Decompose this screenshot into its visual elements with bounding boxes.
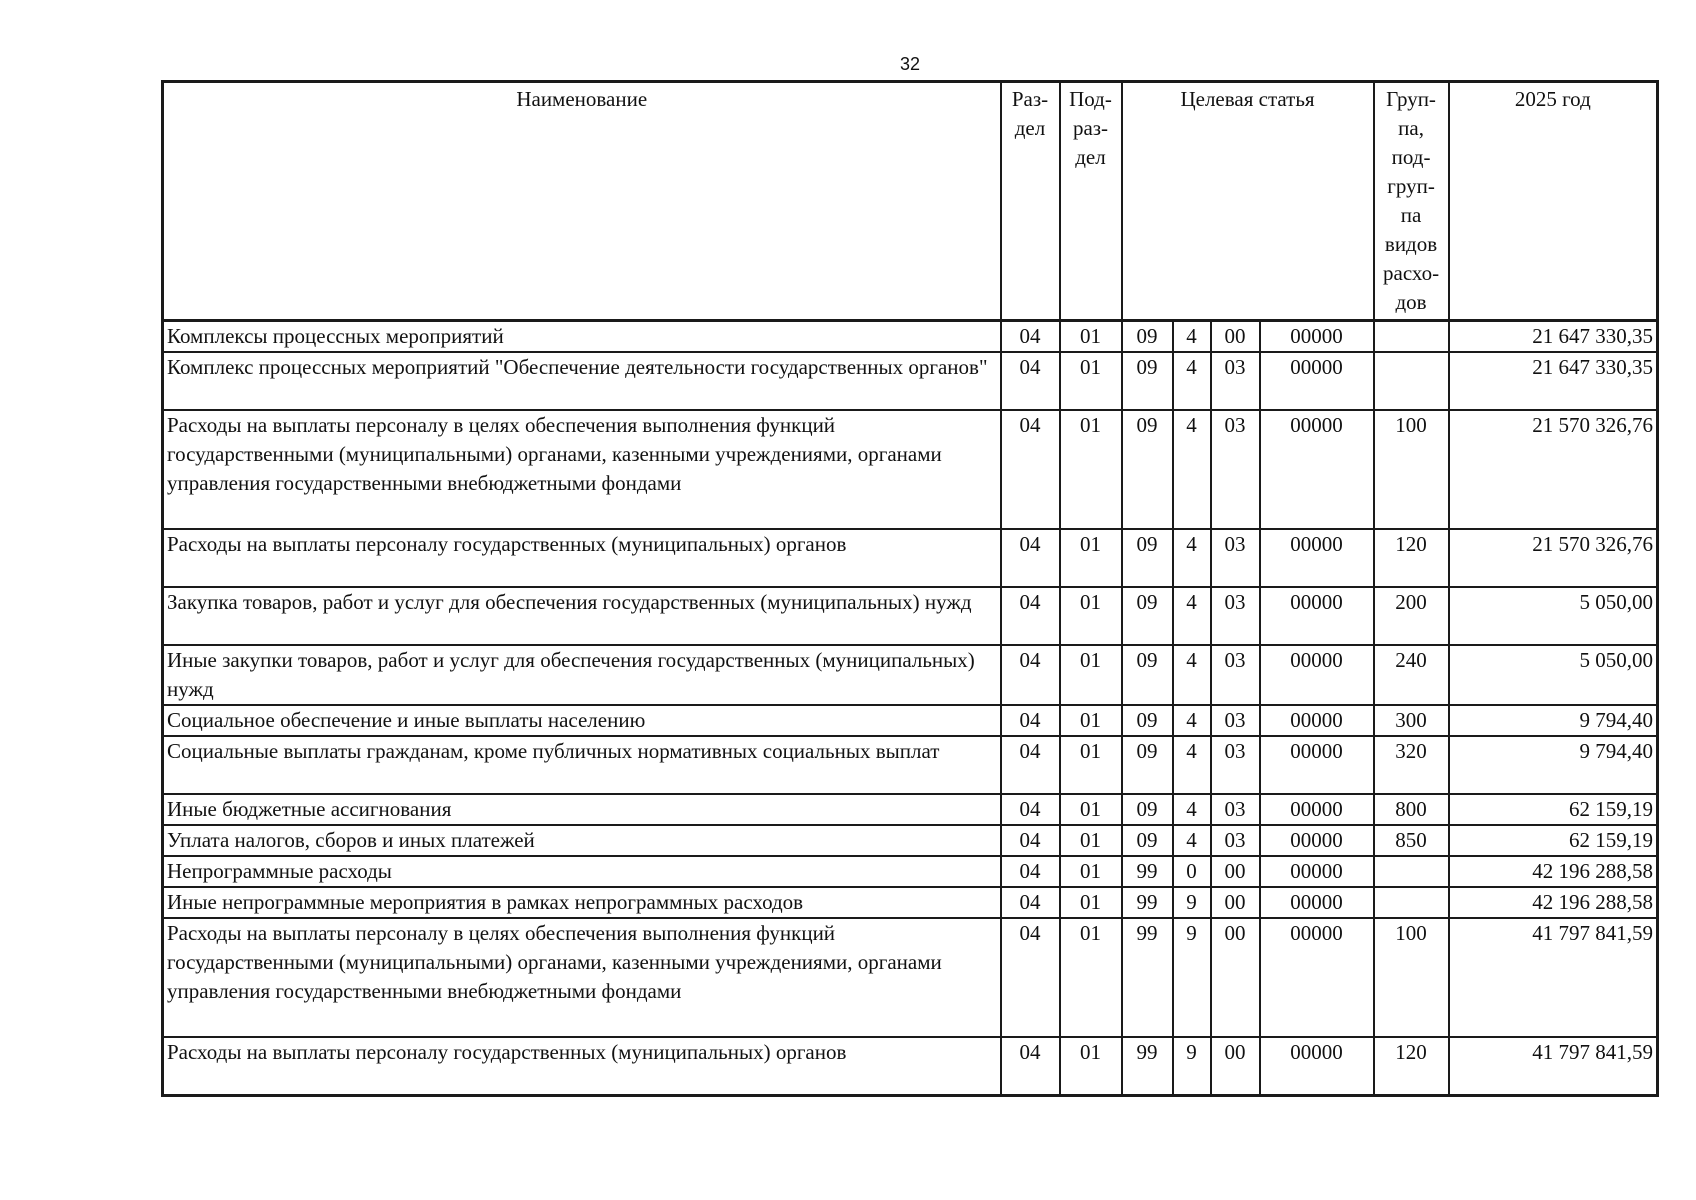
- cell-section: 04: [1001, 410, 1060, 529]
- cell-target-direction: 03: [1211, 736, 1260, 794]
- cell-target-code: 00000: [1260, 645, 1374, 705]
- cell-expense-group: 200: [1374, 587, 1449, 645]
- cell-name: Непрограммные расходы: [163, 856, 1001, 887]
- cell-amount: 21 570 326,76: [1449, 410, 1658, 529]
- cell-section: 04: [1001, 918, 1060, 1037]
- cell-target-type: 4: [1173, 587, 1211, 645]
- cell-expense-group: 120: [1374, 1037, 1449, 1095]
- cell-expense-group: 100: [1374, 918, 1449, 1037]
- table-row: [163, 1037, 1658, 1095]
- cell-name: Комплексы процессных мероприятий: [163, 321, 1001, 353]
- cell-amount: 9 794,40: [1449, 705, 1658, 736]
- header-expense-group: Груп- па, под- груп- па видов расхо- дов: [1374, 82, 1449, 321]
- cell-name: Иные непрограммные мероприятия в рамках непрограммных расходов: [163, 887, 1001, 918]
- cell-target-type: 9: [1173, 887, 1211, 918]
- cell-section: 04: [1001, 587, 1060, 645]
- cell-subsection: 01: [1060, 794, 1122, 825]
- cell-expense-group: 850: [1374, 825, 1449, 856]
- cell-subsection: 01: [1060, 825, 1122, 856]
- cell-target-code: 00000: [1260, 794, 1374, 825]
- cell-name: Комплекс процессных мероприятий "Обеспечение деятельности государственных органов": [163, 352, 1001, 410]
- cell-target-direction: 03: [1211, 794, 1260, 825]
- cell-subsection: 01: [1060, 856, 1122, 887]
- cell-target-program: 09: [1122, 410, 1173, 529]
- cell-target-type: 4: [1173, 352, 1211, 410]
- cell-target-type: 4: [1173, 410, 1211, 529]
- cell-section: 04: [1001, 825, 1060, 856]
- cell-target-program: 09: [1122, 645, 1173, 705]
- table-row: [163, 352, 1658, 410]
- page-number: 32: [899, 54, 921, 74]
- cell-expense-group: [1374, 856, 1449, 887]
- cell-name: Иные закупки товаров, работ и услуг для обеспечения государственных (муниципальных) нужд: [163, 645, 1001, 705]
- table-row: [163, 736, 1658, 794]
- cell-target-direction: 00: [1211, 918, 1260, 1037]
- cell-target-direction: 03: [1211, 410, 1260, 529]
- cell-target-code: 00000: [1260, 705, 1374, 736]
- cell-name: Расходы на выплаты персоналу государственных (муниципальных) органов: [163, 529, 1001, 587]
- cell-target-program: 09: [1122, 794, 1173, 825]
- cell-section: 04: [1001, 887, 1060, 918]
- table-row: [163, 410, 1658, 529]
- cell-target-program: 99: [1122, 856, 1173, 887]
- cell-target-type: 4: [1173, 529, 1211, 587]
- cell-target-program: 09: [1122, 587, 1173, 645]
- cell-target-type: 0: [1173, 856, 1211, 887]
- header-section: Раз- дел: [1001, 82, 1060, 321]
- table-body: [163, 321, 1658, 1096]
- cell-section: 04: [1001, 352, 1060, 410]
- cell-target-code: 00000: [1260, 736, 1374, 794]
- cell-expense-group: [1374, 352, 1449, 410]
- cell-target-program: 09: [1122, 705, 1173, 736]
- cell-target-program: 09: [1122, 825, 1173, 856]
- table-row: [163, 529, 1658, 587]
- cell-amount: 41 797 841,59: [1449, 918, 1658, 1037]
- cell-section: 04: [1001, 705, 1060, 736]
- cell-subsection: 01: [1060, 352, 1122, 410]
- cell-target-program: 09: [1122, 529, 1173, 587]
- table-row: [163, 794, 1658, 825]
- cell-section: 04: [1001, 736, 1060, 794]
- table-row: [163, 825, 1658, 856]
- cell-target-code: 00000: [1260, 410, 1374, 529]
- cell-expense-group: [1374, 321, 1449, 353]
- cell-subsection: 01: [1060, 645, 1122, 705]
- cell-section: 04: [1001, 856, 1060, 887]
- header-year: 2025 год: [1449, 82, 1658, 321]
- table-row: [163, 645, 1658, 705]
- cell-amount: 5 050,00: [1449, 587, 1658, 645]
- cell-subsection: 01: [1060, 1037, 1122, 1095]
- cell-expense-group: [1374, 887, 1449, 918]
- cell-expense-group: 120: [1374, 529, 1449, 587]
- cell-target-type: 4: [1173, 736, 1211, 794]
- cell-target-code: 00000: [1260, 856, 1374, 887]
- table-row: [163, 321, 1658, 353]
- cell-amount: 41 797 841,59: [1449, 1037, 1658, 1095]
- cell-target-program: 99: [1122, 918, 1173, 1037]
- cell-target-type: 4: [1173, 645, 1211, 705]
- cell-target-code: 00000: [1260, 918, 1374, 1037]
- cell-subsection: 01: [1060, 410, 1122, 529]
- cell-target-program: 09: [1122, 321, 1173, 353]
- cell-target-type: 9: [1173, 918, 1211, 1037]
- cell-name: Иные бюджетные ассигнования: [163, 794, 1001, 825]
- cell-section: 04: [1001, 794, 1060, 825]
- cell-amount: 21 570 326,76: [1449, 529, 1658, 587]
- header-name: Наименование: [163, 82, 1001, 321]
- cell-amount: 62 159,19: [1449, 794, 1658, 825]
- cell-subsection: 01: [1060, 887, 1122, 918]
- cell-target-code: 00000: [1260, 352, 1374, 410]
- cell-name: Социальные выплаты гражданам, кроме публичных нормативных социальных выплат: [163, 736, 1001, 794]
- cell-subsection: 01: [1060, 587, 1122, 645]
- cell-section: 04: [1001, 1037, 1060, 1095]
- cell-target-direction: 03: [1211, 529, 1260, 587]
- cell-target-direction: 03: [1211, 352, 1260, 410]
- cell-target-direction: 00: [1211, 856, 1260, 887]
- table-row: [163, 918, 1658, 1037]
- cell-subsection: 01: [1060, 529, 1122, 587]
- header-subsection: Под- раз- дел: [1060, 82, 1122, 321]
- cell-section: 04: [1001, 529, 1060, 587]
- cell-target-code: 00000: [1260, 1037, 1374, 1095]
- cell-amount: 9 794,40: [1449, 736, 1658, 794]
- cell-target-direction: 00: [1211, 321, 1260, 353]
- cell-target-program: 99: [1122, 1037, 1173, 1095]
- cell-target-type: 4: [1173, 321, 1211, 353]
- cell-target-code: 00000: [1260, 587, 1374, 645]
- cell-amount: 5 050,00: [1449, 645, 1658, 705]
- cell-target-direction: 00: [1211, 887, 1260, 918]
- cell-target-type: 4: [1173, 825, 1211, 856]
- cell-target-type: 9: [1173, 1037, 1211, 1095]
- header-target-article: Целевая статья: [1122, 82, 1374, 321]
- cell-target-program: 09: [1122, 736, 1173, 794]
- cell-amount: 21 647 330,35: [1449, 352, 1658, 410]
- cell-expense-group: 800: [1374, 794, 1449, 825]
- cell-target-direction: 03: [1211, 705, 1260, 736]
- cell-target-program: 09: [1122, 352, 1173, 410]
- cell-target-direction: 03: [1211, 825, 1260, 856]
- cell-expense-group: 100: [1374, 410, 1449, 529]
- cell-subsection: 01: [1060, 918, 1122, 1037]
- cell-target-direction: 03: [1211, 645, 1260, 705]
- cell-expense-group: 240: [1374, 645, 1449, 705]
- table-header-row: [163, 82, 1658, 321]
- cell-target-program: 99: [1122, 887, 1173, 918]
- cell-expense-group: 320: [1374, 736, 1449, 794]
- cell-amount: 42 196 288,58: [1449, 887, 1658, 918]
- cell-section: 04: [1001, 321, 1060, 353]
- cell-amount: 42 196 288,58: [1449, 856, 1658, 887]
- cell-section: 04: [1001, 645, 1060, 705]
- cell-target-code: 00000: [1260, 529, 1374, 587]
- table-row: [163, 887, 1658, 918]
- cell-target-code: 00000: [1260, 887, 1374, 918]
- table-row: [163, 856, 1658, 887]
- cell-name: Закупка товаров, работ и услуг для обеспечения государственных (муниципальных) нужд: [163, 587, 1001, 645]
- cell-name: Социальное обеспечение и иные выплаты населению: [163, 705, 1001, 736]
- cell-subsection: 01: [1060, 321, 1122, 353]
- table-row: [163, 587, 1658, 645]
- cell-target-direction: 00: [1211, 1037, 1260, 1095]
- cell-subsection: 01: [1060, 705, 1122, 736]
- cell-expense-group: 300: [1374, 705, 1449, 736]
- cell-target-direction: 03: [1211, 587, 1260, 645]
- cell-subsection: 01: [1060, 736, 1122, 794]
- budget-table: [161, 80, 1659, 1097]
- cell-target-code: 00000: [1260, 321, 1374, 353]
- cell-amount: 62 159,19: [1449, 825, 1658, 856]
- cell-name: Уплата налогов, сборов и иных платежей: [163, 825, 1001, 856]
- cell-amount: 21 647 330,35: [1449, 321, 1658, 353]
- cell-target-type: 4: [1173, 794, 1211, 825]
- table-row: [163, 705, 1658, 736]
- cell-name: Расходы на выплаты персоналу в целях обеспечения выполнения функций государственными (муниципальными) органами, казенными учреждениями, органами управления государственными внебюджетными фондами: [163, 918, 1001, 1037]
- cell-target-type: 4: [1173, 705, 1211, 736]
- cell-name: Расходы на выплаты персоналу в целях обеспечения выполнения функций государственными (муниципальными) органами, казенными учреждениями, органами управления государственными внебюджетными фондами: [163, 410, 1001, 529]
- cell-target-code: 00000: [1260, 825, 1374, 856]
- cell-name: Расходы на выплаты персоналу государственных (муниципальных) органов: [163, 1037, 1001, 1095]
